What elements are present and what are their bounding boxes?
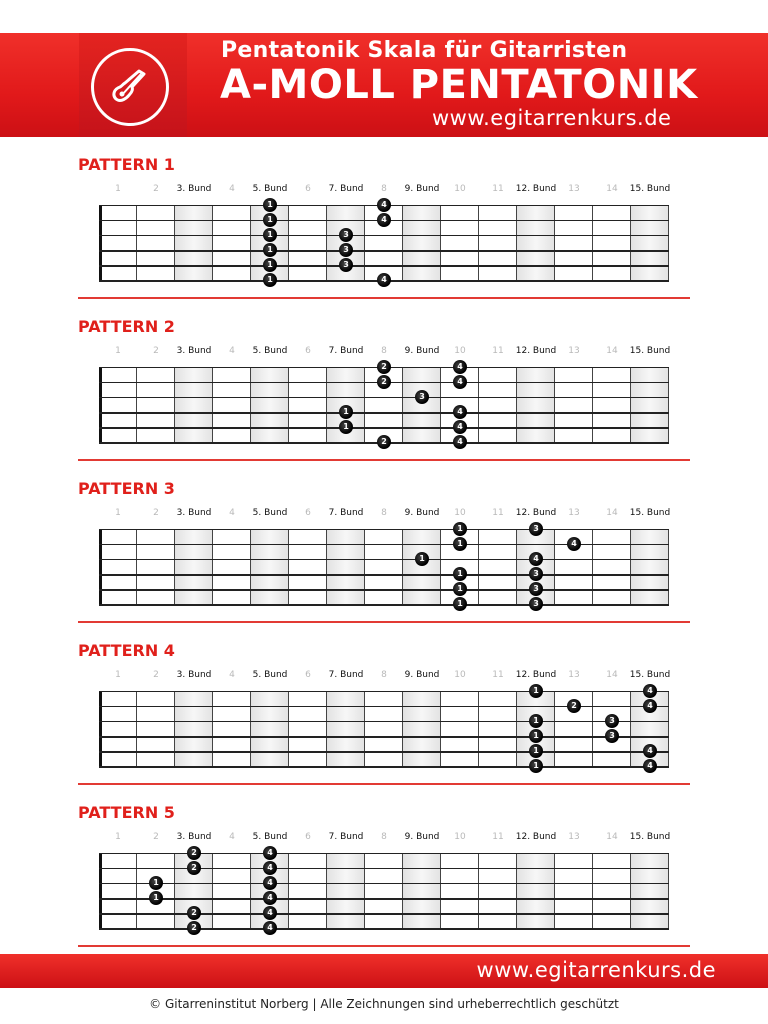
fret-label: 4 [229, 670, 235, 680]
fret-wire [554, 205, 555, 281]
fret-marker-shade [403, 367, 441, 443]
fret-label: 14 [606, 670, 618, 680]
fret-wire [478, 205, 479, 281]
fret-label: 3. Bund [176, 832, 212, 842]
fret-wire [136, 367, 137, 443]
fret-label: 13 [568, 346, 580, 356]
note-dot: 4 [567, 537, 581, 551]
fret-wire [516, 367, 517, 443]
fret-wire [250, 853, 251, 929]
note-dot: 4 [263, 906, 277, 920]
guitar-string [99, 706, 669, 707]
note-dot: 4 [263, 891, 277, 905]
note-dot: 1 [263, 213, 277, 227]
fret-wire [440, 367, 441, 443]
fret-label: 7. Bund [328, 670, 364, 680]
fret-wire [364, 367, 365, 443]
note-dot: 2 [377, 435, 391, 449]
fret-label: 11 [492, 832, 504, 842]
note-dot: 1 [453, 537, 467, 551]
fret-label: 8 [381, 832, 387, 842]
fret-wire [630, 691, 631, 767]
note-dot: 2 [187, 846, 201, 860]
header-url[interactable]: www.egitarrenkurs.de [432, 106, 672, 130]
note-dot: 4 [263, 861, 277, 875]
fret-label: 4 [229, 184, 235, 194]
fret-marker-shade [631, 529, 669, 605]
note-dot: 4 [453, 375, 467, 389]
fret-wire [212, 853, 213, 929]
fret-label: 11 [492, 184, 504, 194]
note-dot: 4 [377, 273, 391, 287]
note-dot: 1 [339, 405, 353, 419]
nut [99, 205, 102, 281]
fret-wire [174, 853, 175, 929]
fret-label: 10 [454, 508, 466, 518]
fretboard [99, 362, 669, 446]
fret-label: 8 [381, 508, 387, 518]
fret-label: 11 [492, 670, 504, 680]
footer-banner [0, 954, 768, 988]
note-dot: 4 [263, 921, 277, 935]
fret-wire [250, 529, 251, 605]
fret-label: 13 [568, 184, 580, 194]
note-dot: 1 [263, 198, 277, 212]
fret-wire [516, 205, 517, 281]
fret-label: 13 [568, 670, 580, 680]
fret-marker-shade [251, 529, 289, 605]
fret-wire [174, 367, 175, 443]
fret-marker-shade [403, 529, 441, 605]
fret-marker-shade [175, 367, 213, 443]
guitar-string [99, 235, 669, 236]
fret-label: 2 [153, 832, 159, 842]
note-dot: 2 [377, 360, 391, 374]
note-dot: 1 [529, 729, 543, 743]
note-dot: 3 [529, 522, 543, 536]
fret-wire [288, 367, 289, 443]
fret-marker-shade [631, 205, 669, 281]
fret-label: 9. Bund [404, 508, 440, 518]
fret-wire [630, 529, 631, 605]
fret-wire [554, 691, 555, 767]
guitar-string [99, 766, 669, 768]
fret-wire [288, 205, 289, 281]
fret-label: 1 [115, 508, 121, 518]
fret-marker-shade [175, 205, 213, 281]
fret-wire [212, 529, 213, 605]
note-dot: 1 [453, 522, 467, 536]
fret-wire [668, 853, 669, 929]
guitar-string [99, 529, 669, 530]
note-dot: 4 [643, 744, 657, 758]
fret-label: 15. Bund [629, 346, 671, 356]
note-dot: 3 [529, 597, 543, 611]
note-dot: 1 [529, 684, 543, 698]
note-dot: 3 [339, 243, 353, 257]
fret-label: 9. Bund [404, 346, 440, 356]
fret-label: 10 [454, 832, 466, 842]
note-dot: 4 [643, 759, 657, 773]
fret-label: 4 [229, 508, 235, 518]
fret-label: 1 [115, 346, 121, 356]
fret-marker-shade [631, 367, 669, 443]
fret-label: 6 [305, 346, 311, 356]
fret-label: 10 [454, 184, 466, 194]
pattern-title: PATTERN 5 [78, 803, 175, 822]
guitar-string [99, 559, 669, 560]
fret-wire [364, 853, 365, 929]
note-dot: 1 [453, 567, 467, 581]
footer-url[interactable]: www.egitarrenkurs.de [476, 958, 716, 982]
fret-label: 2 [153, 184, 159, 194]
note-dot: 1 [263, 228, 277, 242]
guitar-string [99, 544, 669, 545]
note-dot: 3 [339, 228, 353, 242]
header-subtitle: Pentatonik Skala für Gitarristen [221, 38, 628, 63]
fret-wire [250, 205, 251, 281]
fret-label: 12. Bund [515, 832, 557, 842]
fret-label: 15. Bund [629, 508, 671, 518]
note-dot: 1 [339, 420, 353, 434]
fret-wire [402, 691, 403, 767]
fret-marker-shade [251, 691, 289, 767]
fret-label: 8 [381, 346, 387, 356]
page-title: A-MOLL PENTATONIK [220, 62, 698, 108]
fret-label: 7. Bund [328, 508, 364, 518]
fret-label: 6 [305, 670, 311, 680]
fret-label: 1 [115, 832, 121, 842]
guitar-string [99, 250, 669, 252]
fretboard [99, 524, 669, 608]
fret-label: 14 [606, 508, 618, 518]
fret-wire [326, 367, 327, 443]
fret-label: 12. Bund [515, 508, 557, 518]
fret-label: 15. Bund [629, 184, 671, 194]
fret-wire [402, 205, 403, 281]
fret-wire [516, 691, 517, 767]
fret-wire [250, 691, 251, 767]
note-dot: 1 [529, 714, 543, 728]
fret-wire [288, 529, 289, 605]
fret-label: 10 [454, 670, 466, 680]
note-dot: 1 [263, 243, 277, 257]
fret-wire [630, 205, 631, 281]
fret-label: 11 [492, 508, 504, 518]
note-dot: 4 [643, 699, 657, 713]
fret-label: 12. Bund [515, 346, 557, 356]
fret-label: 5. Bund [252, 508, 288, 518]
pattern-section [0, 317, 768, 475]
fret-label: 5. Bund [252, 346, 288, 356]
guitar-string [99, 574, 669, 576]
fret-marker-shade [517, 205, 555, 281]
fret-wire [516, 529, 517, 605]
fret-label: 15. Bund [629, 832, 671, 842]
fret-marker-shade [517, 367, 555, 443]
note-dot: 2 [187, 921, 201, 935]
fret-marker-shade [517, 853, 555, 929]
note-dot: 3 [529, 567, 543, 581]
fret-label: 9. Bund [404, 184, 440, 194]
fret-label: 2 [153, 670, 159, 680]
fret-label: 10 [454, 346, 466, 356]
section-divider [78, 621, 690, 623]
fret-wire [174, 205, 175, 281]
note-dot: 4 [453, 420, 467, 434]
fret-label: 14 [606, 346, 618, 356]
fret-wire [402, 853, 403, 929]
guitar-icon [91, 48, 169, 126]
fret-marker-shade [403, 853, 441, 929]
fret-label: 5. Bund [252, 832, 288, 842]
fret-label: 12. Bund [515, 670, 557, 680]
guitar-string [99, 412, 669, 414]
fret-wire [136, 529, 137, 605]
fret-wire [250, 367, 251, 443]
fret-wire [136, 691, 137, 767]
guitar-string [99, 721, 669, 722]
fret-label: 3. Bund [176, 670, 212, 680]
fret-marker-shade [251, 367, 289, 443]
fret-wire [212, 367, 213, 443]
guitar-string [99, 883, 669, 884]
guitar-string [99, 868, 669, 869]
fret-marker-shade [327, 529, 365, 605]
pattern-title: PATTERN 1 [78, 155, 175, 174]
fret-wire [174, 529, 175, 605]
fret-wire [440, 853, 441, 929]
pattern-section [0, 803, 768, 961]
fret-wire [326, 853, 327, 929]
fret-label: 7. Bund [328, 184, 364, 194]
fret-label: 8 [381, 184, 387, 194]
fret-wire [136, 205, 137, 281]
note-dot: 1 [529, 744, 543, 758]
fret-wire [326, 529, 327, 605]
fret-label: 1 [115, 670, 121, 680]
fret-label: 13 [568, 508, 580, 518]
section-divider [78, 297, 690, 299]
fret-wire [592, 529, 593, 605]
note-dot: 3 [529, 582, 543, 596]
fret-wire [212, 691, 213, 767]
fret-marker-shade [631, 853, 669, 929]
fret-label: 6 [305, 508, 311, 518]
guitar-string [99, 691, 669, 692]
fret-wire [668, 529, 669, 605]
fret-wire [212, 205, 213, 281]
fret-wire [554, 529, 555, 605]
fret-label: 14 [606, 184, 618, 194]
fret-wire [478, 529, 479, 605]
section-divider [78, 783, 690, 785]
note-dot: 3 [605, 729, 619, 743]
note-dot: 4 [377, 213, 391, 227]
note-dot: 1 [453, 597, 467, 611]
note-dot: 1 [453, 582, 467, 596]
note-dot: 1 [149, 876, 163, 890]
guitar-string [99, 265, 669, 267]
fret-label: 1 [115, 184, 121, 194]
fret-wire [440, 529, 441, 605]
fret-wire [478, 367, 479, 443]
fret-wire [440, 691, 441, 767]
note-dot: 1 [415, 552, 429, 566]
fret-wire [288, 691, 289, 767]
fret-wire [554, 853, 555, 929]
fret-label: 14 [606, 832, 618, 842]
fret-label: 15. Bund [629, 670, 671, 680]
fret-marker-shade [327, 691, 365, 767]
note-dot: 4 [263, 876, 277, 890]
fret-label: 9. Bund [404, 670, 440, 680]
fret-wire [364, 691, 365, 767]
fret-wire [440, 205, 441, 281]
guitar-string [99, 913, 669, 915]
note-dot: 3 [415, 390, 429, 404]
pattern-title: PATTERN 2 [78, 317, 175, 336]
guitar-string [99, 928, 669, 930]
note-dot: 4 [263, 846, 277, 860]
nut [99, 853, 102, 929]
fret-label: 2 [153, 346, 159, 356]
note-dot: 2 [187, 906, 201, 920]
fret-wire [630, 853, 631, 929]
fret-marker-shade [175, 529, 213, 605]
note-dot: 4 [377, 198, 391, 212]
fret-marker-shade [403, 691, 441, 767]
fret-label: 3. Bund [176, 184, 212, 194]
fret-label: 5. Bund [252, 184, 288, 194]
guitar-string [99, 853, 669, 854]
note-dot: 3 [339, 258, 353, 272]
fret-wire [478, 691, 479, 767]
note-dot: 4 [453, 360, 467, 374]
fret-wire [592, 367, 593, 443]
fretboard [99, 686, 669, 770]
guitar-string [99, 427, 669, 429]
fret-label: 4 [229, 346, 235, 356]
pattern-section [0, 155, 768, 313]
fret-wire [288, 853, 289, 929]
fret-label: 3. Bund [176, 346, 212, 356]
fret-wire [668, 205, 669, 281]
note-dot: 1 [149, 891, 163, 905]
note-dot: 2 [187, 861, 201, 875]
guitar-string [99, 898, 669, 900]
fret-wire [592, 853, 593, 929]
fret-label: 6 [305, 184, 311, 194]
fret-wire [668, 691, 669, 767]
note-dot: 4 [453, 435, 467, 449]
nut [99, 691, 102, 767]
pattern-section [0, 641, 768, 799]
note-dot: 4 [529, 552, 543, 566]
section-divider [78, 459, 690, 461]
note-dot: 2 [377, 375, 391, 389]
guitar-string [99, 736, 669, 738]
fret-label: 12. Bund [515, 184, 557, 194]
fret-wire [402, 529, 403, 605]
fret-marker-shade [403, 205, 441, 281]
fret-wire [364, 205, 365, 281]
fret-label: 3. Bund [176, 508, 212, 518]
fret-label: 4 [229, 832, 235, 842]
copyright-notice: © Gitarreninstitut Norberg | Alle Zeichnungen sind urheberrechtlich geschützt [149, 997, 619, 1011]
fret-marker-shade [175, 691, 213, 767]
fret-marker-shade [327, 853, 365, 929]
fret-wire [592, 205, 593, 281]
fret-label: 13 [568, 832, 580, 842]
pattern-title: PATTERN 3 [78, 479, 175, 498]
fret-wire [136, 853, 137, 929]
fret-label: 5. Bund [252, 670, 288, 680]
note-dot: 2 [567, 699, 581, 713]
fret-label: 9. Bund [404, 832, 440, 842]
note-dot: 3 [605, 714, 619, 728]
pattern-title: PATTERN 4 [78, 641, 175, 660]
fret-wire [478, 853, 479, 929]
fret-label: 7. Bund [328, 832, 364, 842]
fret-label: 6 [305, 832, 311, 842]
note-dot: 4 [643, 684, 657, 698]
fret-wire [364, 529, 365, 605]
nut [99, 529, 102, 605]
section-divider [78, 945, 690, 947]
guitar-string [99, 751, 669, 753]
note-dot: 1 [529, 759, 543, 773]
guitar-string [99, 397, 669, 398]
fret-label: 11 [492, 346, 504, 356]
note-dot: 1 [263, 258, 277, 272]
guitar-string [99, 589, 669, 591]
fret-label: 2 [153, 508, 159, 518]
fret-wire [326, 205, 327, 281]
note-dot: 4 [453, 405, 467, 419]
fretboard [99, 200, 669, 284]
fret-wire [630, 367, 631, 443]
fret-wire [402, 367, 403, 443]
fret-label: 7. Bund [328, 346, 364, 356]
pattern-section [0, 479, 768, 637]
nut [99, 367, 102, 443]
fret-wire [554, 367, 555, 443]
fret-wire [326, 691, 327, 767]
fret-wire [592, 691, 593, 767]
fret-wire [174, 691, 175, 767]
fret-label: 8 [381, 670, 387, 680]
fret-wire [668, 367, 669, 443]
guitar-string [99, 604, 669, 606]
fretboard [99, 848, 669, 932]
fret-wire [516, 853, 517, 929]
note-dot: 1 [263, 273, 277, 287]
